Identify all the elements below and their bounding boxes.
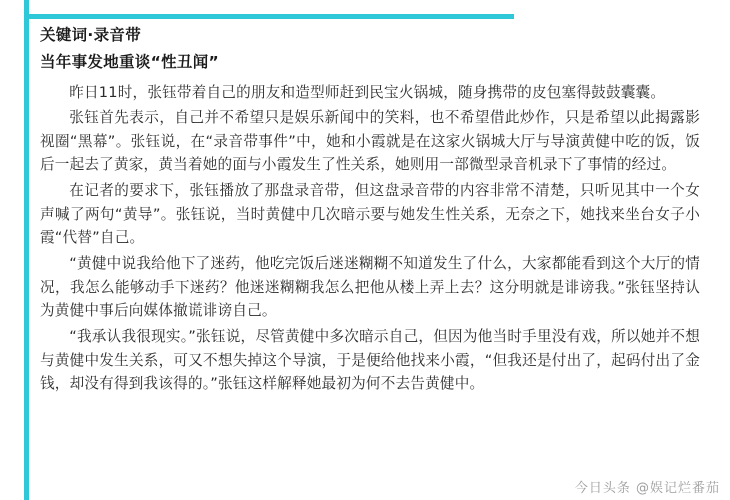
keyword-line: 关键词·录音带 (40, 26, 141, 44)
article-headline: 当年事发地重谈“性丑闻” (40, 53, 219, 72)
article-paragraph: 在记者的要求下，张钰播放了那盘录音带，但这盘录音带的内容非常不清楚，只听见其中一个女声喊了两句“黄导”。张钰说，当时黄健中几次暗示要与她发生性关系，无奈之下，她找来坐台女子小霞“代替”自己。 (40, 182, 700, 247)
left-accent-rule (24, 0, 29, 500)
article-paragraph: 张钰首先表示，自己并不希望只是娱乐新闻中的笑料，也不希望借此炒作，只是希望以此揭露影视圈“黑幕”。张钰说，在“录音带事件”中，她和小霞就是在这家火锅城大厅与导演黄健中吃的饭，饭后一起去了黄家，黄当着她的面与小霞发生了性关系，她则用一部微型录音机录下了事情的经过。 (40, 109, 700, 174)
watermark-label: 今日头条 @娱记烂番茄 (574, 481, 720, 496)
article-content (40, 24, 700, 398)
article-paragraph: “我承认我很现实。”张钰说，尽管黄健中多次暗示自己，但因为他当时手里没有戏，所以她并不想与黄健中发生关系，可又不想失掉这个导演，于是便给他找来小霞，“但我还是付出了，起码付出了金钱，却没有得到我该得的。”张钰这样解释她最初为何不去告黄健中。 (40, 327, 700, 393)
article-paragraph: “黄健中说我给他下了迷药，他吃完饭后迷迷糊糊不知道发生了什么，大家都能看到这个大厅的情况，我怎么能够动手下迷药？他迷迷糊糊我怎么把他从楼上弄上去？这分明就是诽谤我。”张钰坚持认为黄健中事后向媒体撤谎诽谤自己。 (40, 254, 700, 320)
article-paragraph: 昨日11时，张钰带着自己的朋友和造型师赶到民宝火锅城，随身携带的皮包塞得鼓鼓囊囊。 (69, 83, 666, 101)
top-accent-rule (24, 14, 514, 19)
watermark-text (575, 477, 720, 496)
